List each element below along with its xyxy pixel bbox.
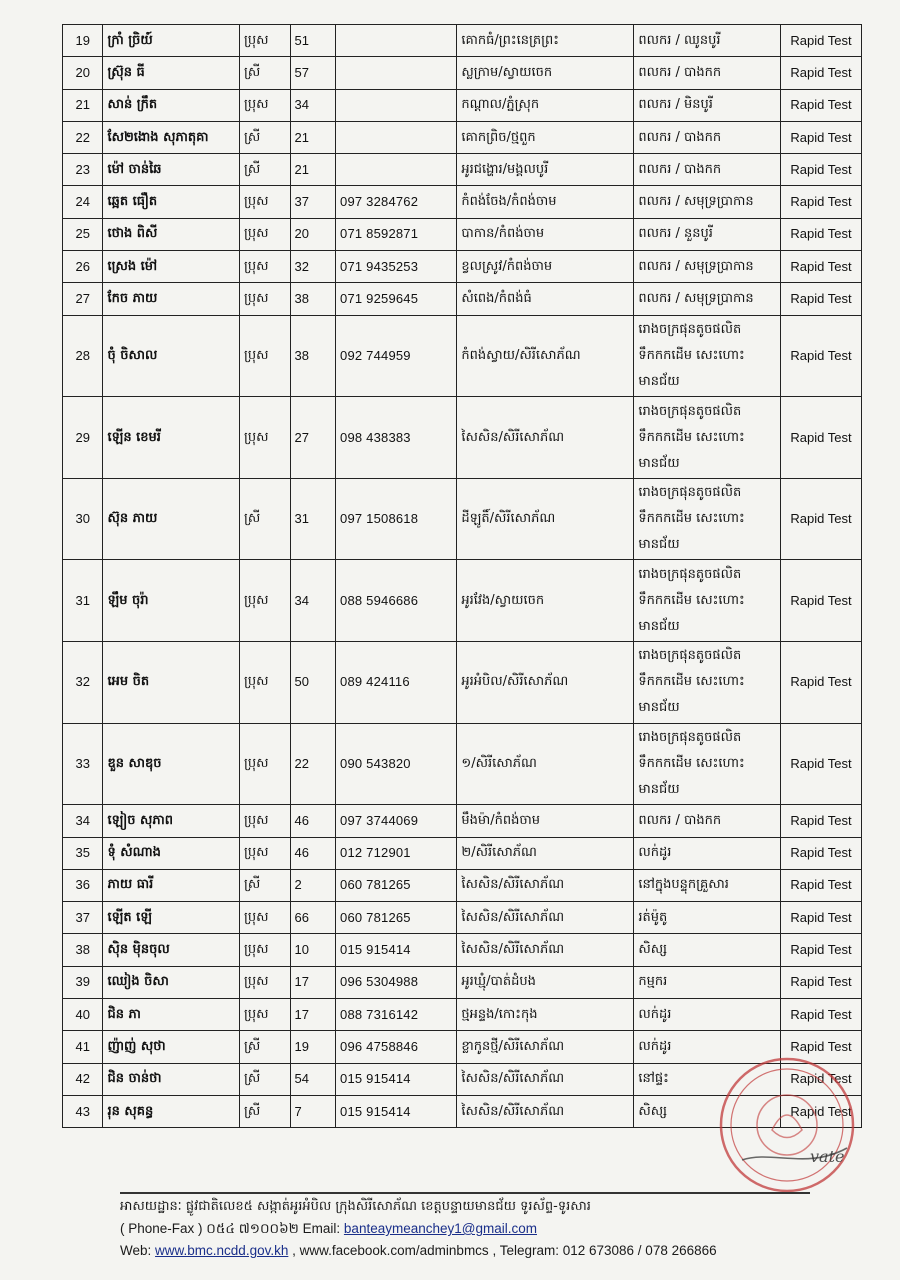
row-phone: 096 5304988 [336, 966, 457, 998]
row-name: ឡៀច សុភាព [103, 805, 240, 837]
row-age: 38 [290, 315, 336, 397]
row-sex: ស្រី [239, 869, 290, 901]
row-number: 33 [63, 723, 103, 805]
row-age: 38 [290, 283, 336, 315]
row-number: 21 [63, 89, 103, 121]
table-row [63, 154, 862, 186]
row-name: ថោង ពិសី [103, 218, 240, 250]
row-test-type: Rapid Test [781, 283, 862, 315]
row-address: សៃសិន/សិរីសោភ័ណ [457, 397, 634, 479]
footer [120, 1196, 860, 1262]
row-name: ឡើន ខេមរី [103, 397, 240, 479]
row-occupation: លក់ដូរ [634, 837, 781, 869]
row-phone: 092 744959 [336, 315, 457, 397]
row-name: សែ២ងោង សុភាតុគា [103, 121, 240, 153]
row-phone [336, 121, 457, 153]
row-occupation: រត់ម៉ូតូ [634, 902, 781, 934]
footer-address: អាសយដ្ឋានៈ ផ្លូវជាតិលេខ៥ សង្កាត់អូរអំបិល ក្រុងសិរីសោភ័ណ ខេត្តបន្ទាយមានជ័យ ទូរស័ព្ទ-ទូរសារ [120, 1199, 591, 1214]
row-number: 26 [63, 251, 103, 283]
row-occupation: នៅក្នុងបន្ទុកគ្រួសារ [634, 869, 781, 901]
row-address: គោកព្រិច/ថ្មពួក [457, 121, 634, 153]
row-age: 66 [290, 902, 336, 934]
row-phone: 088 7316142 [336, 999, 457, 1031]
row-occupation: ពលករ / បាងកក [634, 805, 781, 837]
row-number: 40 [63, 999, 103, 1031]
row-number: 19 [63, 25, 103, 57]
row-sex: ប្រុស [239, 723, 290, 805]
patient-table [62, 24, 862, 1128]
table-row [63, 315, 862, 397]
row-sex: ស្រី [239, 57, 290, 89]
web-label: Web: [120, 1243, 152, 1258]
row-test-type: Rapid Test [781, 1095, 862, 1127]
row-name: ម៉ៅ ចាន់ឆៃ [103, 154, 240, 186]
row-name: ឈៀង ចិសា [103, 966, 240, 998]
table-row [63, 642, 862, 724]
row-address: សៃសិន/សិរីសោភ័ណ [457, 1095, 634, 1127]
row-age: 10 [290, 934, 336, 966]
website-link[interactable]: www.bmc.ncdd.gov.kh [155, 1243, 289, 1258]
row-test-type: Rapid Test [781, 837, 862, 869]
row-number: 23 [63, 154, 103, 186]
row-name: រុន សុគន្ធ [103, 1095, 240, 1127]
row-age: 22 [290, 723, 336, 805]
row-sex: ប្រុស [239, 283, 290, 315]
row-test-type: Rapid Test [781, 121, 862, 153]
row-sex: ប្រុស [239, 902, 290, 934]
row-occupation: កម្មករ [634, 966, 781, 998]
row-phone: 071 9259645 [336, 283, 457, 315]
row-sex: ប្រុស [239, 251, 290, 283]
official-seal [712, 1050, 862, 1200]
row-occupation: ពលករ / ឈូនបូរី [634, 25, 781, 57]
table-row [63, 902, 862, 934]
table-row [63, 251, 862, 283]
row-sex: ប្រុស [239, 218, 290, 250]
row-occupation: រោងចក្រផុនតូចផលិត ទឹកកកដើម សេះហោះ មានជ័យ [634, 315, 781, 397]
row-sex: ស្រី [239, 154, 290, 186]
table-row [63, 478, 862, 560]
row-age: 17 [290, 999, 336, 1031]
table-row [63, 723, 862, 805]
row-sex: ស្រី [239, 121, 290, 153]
row-sex: ប្រុស [239, 837, 290, 869]
row-number: 34 [63, 805, 103, 837]
row-name: ឡឹម ចុរ៉ា [103, 560, 240, 642]
row-number: 28 [63, 315, 103, 397]
row-occupation: រោងចក្រផុនតូចផលិត ទឹកកកដើម សេះហោះ មានជ័យ [634, 560, 781, 642]
row-name: ភាយ ធារី [103, 869, 240, 901]
row-address: សៃសិន/សិរីសោភ័ណ [457, 869, 634, 901]
row-phone: 071 9435253 [336, 251, 457, 283]
row-occupation: រោងចក្រផុនតូចផលិត ទឹកកកដើម សេះហោះ មានជ័យ [634, 478, 781, 560]
row-sex: ប្រុស [239, 560, 290, 642]
phone-fax: ( Phone-Fax ) ០៥៤ ៧១០០៦២ Email: [120, 1221, 341, 1236]
row-test-type: Rapid Test [781, 397, 862, 479]
row-age: 27 [290, 397, 336, 479]
row-number: 25 [63, 218, 103, 250]
row-address: ខ្វលស្រូវ/កំពង់ចាម [457, 251, 634, 283]
row-number: 29 [63, 397, 103, 479]
row-test-type: Rapid Test [781, 642, 862, 724]
row-address: ខ្លាកូនថ្មី/សិរីសោភ័ណ [457, 1031, 634, 1063]
row-address: អូរវែង/ស្វាយចេក [457, 560, 634, 642]
row-occupation: ពលករ / សមុទ្រប្រាកាន [634, 186, 781, 218]
row-test-type: Rapid Test [781, 902, 862, 934]
row-address: សៃសិន/សិរីសោភ័ណ [457, 902, 634, 934]
row-age: 20 [290, 218, 336, 250]
table-row [63, 999, 862, 1031]
table-row [63, 218, 862, 250]
row-age: 46 [290, 805, 336, 837]
row-age: 31 [290, 478, 336, 560]
row-sex: ស្រី [239, 1063, 290, 1095]
table-row [63, 869, 862, 901]
row-age: 21 [290, 154, 336, 186]
row-occupation: ពលករ / សមុទ្រប្រាកាន [634, 283, 781, 315]
row-name: ឡើត ឡើ [103, 902, 240, 934]
footer-divider [120, 1192, 810, 1194]
table-row [63, 966, 862, 998]
row-occupation: សិស្ស [634, 934, 781, 966]
row-sex: ប្រុស [239, 934, 290, 966]
row-name: ញ៉ាញ់ សុថា [103, 1031, 240, 1063]
row-name: ក្រាំ ច្រិយ៍ [103, 25, 240, 57]
email-link[interactable]: banteaymeanchey1@gmail.com [343, 1221, 537, 1236]
row-number: 43 [63, 1095, 103, 1127]
row-number: 30 [63, 478, 103, 560]
row-name: ស៊ុន ភាយ [103, 478, 240, 560]
row-test-type: Rapid Test [781, 1031, 862, 1063]
row-test-type: Rapid Test [781, 186, 862, 218]
row-address: អូរជង្ហោរ/មង្គលបូរី [457, 154, 634, 186]
row-sex: ប្រុស [239, 642, 290, 724]
row-occupation: សិស្ស [634, 1095, 781, 1127]
row-test-type: Rapid Test [781, 934, 862, 966]
row-occupation: ពលករ / នួនបូរី [634, 218, 781, 250]
row-name: សាន់ ក្រឹត [103, 89, 240, 121]
row-test-type: Rapid Test [781, 869, 862, 901]
row-number: 38 [63, 934, 103, 966]
row-address: ២/សិរីសោភ័ណ [457, 837, 634, 869]
table-row [63, 397, 862, 479]
row-test-type: Rapid Test [781, 251, 862, 283]
row-sex: ប្រុស [239, 315, 290, 397]
row-test-type: Rapid Test [781, 25, 862, 57]
row-phone: 097 3744069 [336, 805, 457, 837]
row-phone [336, 57, 457, 89]
row-address: ដីឡូតិ៍/សិរីសោភ័ណ [457, 478, 634, 560]
table-row [63, 25, 862, 57]
row-number: 31 [63, 560, 103, 642]
row-address: កណ្ដាល/ភ្នំស្រុក [457, 89, 634, 121]
row-address: បាកាន/កំពង់ចាម [457, 218, 634, 250]
row-phone: 071 8592871 [336, 218, 457, 250]
row-age: 7 [290, 1095, 336, 1127]
table-row [63, 186, 862, 218]
row-address: សំពេង/កំពង់ធំ [457, 283, 634, 315]
row-age: 51 [290, 25, 336, 57]
row-age: 2 [290, 869, 336, 901]
row-sex: ស្រី [239, 1031, 290, 1063]
row-occupation: នៅផ្ទះ [634, 1063, 781, 1095]
row-test-type: Rapid Test [781, 999, 862, 1031]
row-age: 34 [290, 89, 336, 121]
row-occupation: រោងចក្រផុនតូចផលិត ទឹកកកដើម សេះហោះ មានជ័យ [634, 723, 781, 805]
row-phone: 060 781265 [336, 869, 457, 901]
row-name: ស្រេង ម៉ៅ [103, 251, 240, 283]
row-number: 36 [63, 869, 103, 901]
row-sex: ប្រុស [239, 999, 290, 1031]
row-test-type: Rapid Test [781, 154, 862, 186]
row-number: 22 [63, 121, 103, 153]
row-age: 32 [290, 251, 336, 283]
row-phone: 015 915414 [336, 934, 457, 966]
row-phone: 096 4758846 [336, 1031, 457, 1063]
row-occupation: រោងចក្រផុនតូចផលិត ទឹកកកដើម សេះហោះ មានជ័យ [634, 642, 781, 724]
row-test-type: Rapid Test [781, 966, 862, 998]
telegram-text: , Telegram: 012 673086 / 078 266866 [492, 1243, 717, 1258]
row-name: ជិន ភា [103, 999, 240, 1031]
row-age: 54 [290, 1063, 336, 1095]
row-address: កំពង់ចែង/កំពង់ចាម [457, 186, 634, 218]
row-test-type: Rapid Test [781, 315, 862, 397]
row-number: 24 [63, 186, 103, 218]
row-sex: ប្រុស [239, 966, 290, 998]
row-phone: 097 3284762 [336, 186, 457, 218]
row-occupation: រោងចក្រផុនតូចផលិត ទឹកកកដើម សេះហោះ មានជ័យ [634, 397, 781, 479]
row-age: 37 [290, 186, 336, 218]
row-occupation: ពលករ / សមុទ្រប្រាកាន [634, 251, 781, 283]
row-occupation: ពលករ / បាងកក [634, 121, 781, 153]
row-address: សៃសិន/សិរីសោភ័ណ [457, 934, 634, 966]
row-name: ចុំ ចិសាល [103, 315, 240, 397]
row-phone: 012 712901 [336, 837, 457, 869]
row-phone [336, 89, 457, 121]
row-address: កំពង់ស្វាយ/សិរីសោភ័ណ [457, 315, 634, 397]
row-number: 37 [63, 902, 103, 934]
row-phone: 097 1508618 [336, 478, 457, 560]
row-name: ស្រ៊ុន ធី [103, 57, 240, 89]
footer-web [120, 1240, 860, 1262]
row-sex: ស្រី [239, 478, 290, 560]
row-age: 17 [290, 966, 336, 998]
facebook-text: , www.facebook.com/adminbmcs [292, 1243, 489, 1258]
row-address: មឹងម៉ា/កំពង់ចាម [457, 805, 634, 837]
row-phone: 090 543820 [336, 723, 457, 805]
row-occupation: លក់ដូរ [634, 999, 781, 1031]
row-test-type: Rapid Test [781, 89, 862, 121]
row-age: 46 [290, 837, 336, 869]
row-test-type: Rapid Test [781, 723, 862, 805]
row-address: សៃសិន/សិរីសោភ័ណ [457, 1063, 634, 1095]
row-address: ១/សិរីសោភ័ណ [457, 723, 634, 805]
table-row [63, 121, 862, 153]
row-sex: ប្រុស [239, 89, 290, 121]
row-number: 39 [63, 966, 103, 998]
row-age: 57 [290, 57, 336, 89]
row-test-type: Rapid Test [781, 218, 862, 250]
row-name: ស៊ិន ម៉ិនចុល [103, 934, 240, 966]
row-sex: ស្រី [239, 1095, 290, 1127]
row-occupation: ពលករ / មិនបូរី [634, 89, 781, 121]
table-row [63, 283, 862, 315]
row-test-type: Rapid Test [781, 805, 862, 837]
row-address: ថ្មអន្ទង/កោះកុង [457, 999, 634, 1031]
row-sex: ប្រុស [239, 25, 290, 57]
row-phone [336, 25, 457, 57]
row-sex: ប្រុស [239, 186, 290, 218]
table-body [63, 25, 862, 1128]
row-phone: 015 915414 [336, 1063, 457, 1095]
table-row [63, 837, 862, 869]
table-row [63, 57, 862, 89]
table-row [63, 560, 862, 642]
row-occupation: ពលករ / បាងកក [634, 57, 781, 89]
row-name: កែច ភាយ [103, 283, 240, 315]
row-address: អូរអំបិល/សិរីសោភ័ណ [457, 642, 634, 724]
row-age: 34 [290, 560, 336, 642]
row-age: 19 [290, 1031, 336, 1063]
row-name: ទុំ សំណាង [103, 837, 240, 869]
row-phone: 015 915414 [336, 1095, 457, 1127]
row-number: 27 [63, 283, 103, 315]
row-test-type: Rapid Test [781, 560, 862, 642]
row-occupation: ពលករ / បាងកក [634, 154, 781, 186]
row-test-type: Rapid Test [781, 57, 862, 89]
row-number: 32 [63, 642, 103, 724]
footer-contact [120, 1218, 860, 1240]
row-address: ស្លក្រាម/ស្វាយចេក [457, 57, 634, 89]
row-number: 35 [63, 837, 103, 869]
row-phone: 060 781265 [336, 902, 457, 934]
row-number: 42 [63, 1063, 103, 1095]
row-address: អូរឃ្មុំ/បាត់ដំបង [457, 966, 634, 998]
row-name: ជិន ចាន់ថា [103, 1063, 240, 1095]
row-name: អេម ចិត [103, 642, 240, 724]
row-occupation: លក់ដូរ [634, 1031, 781, 1063]
row-age: 50 [290, 642, 336, 724]
row-age: 21 [290, 121, 336, 153]
table-row [63, 89, 862, 121]
row-test-type: Rapid Test [781, 478, 862, 560]
row-number: 20 [63, 57, 103, 89]
row-phone: 088 5946686 [336, 560, 457, 642]
row-name: ឌួន សាឌុច [103, 723, 240, 805]
row-number: 41 [63, 1031, 103, 1063]
row-phone: 098 438383 [336, 397, 457, 479]
table-row [63, 934, 862, 966]
table-row [63, 805, 862, 837]
row-phone: 089 424116 [336, 642, 457, 724]
row-sex: ប្រុស [239, 397, 290, 479]
row-phone [336, 154, 457, 186]
row-name: ឆ្អេត ធឿត [103, 186, 240, 218]
row-sex: ប្រុស [239, 805, 290, 837]
row-test-type: Rapid Test [781, 1063, 862, 1095]
signature-text: vate [810, 1147, 845, 1166]
row-address: គោកធំ/ព្រះនេត្រព្រះ [457, 25, 634, 57]
